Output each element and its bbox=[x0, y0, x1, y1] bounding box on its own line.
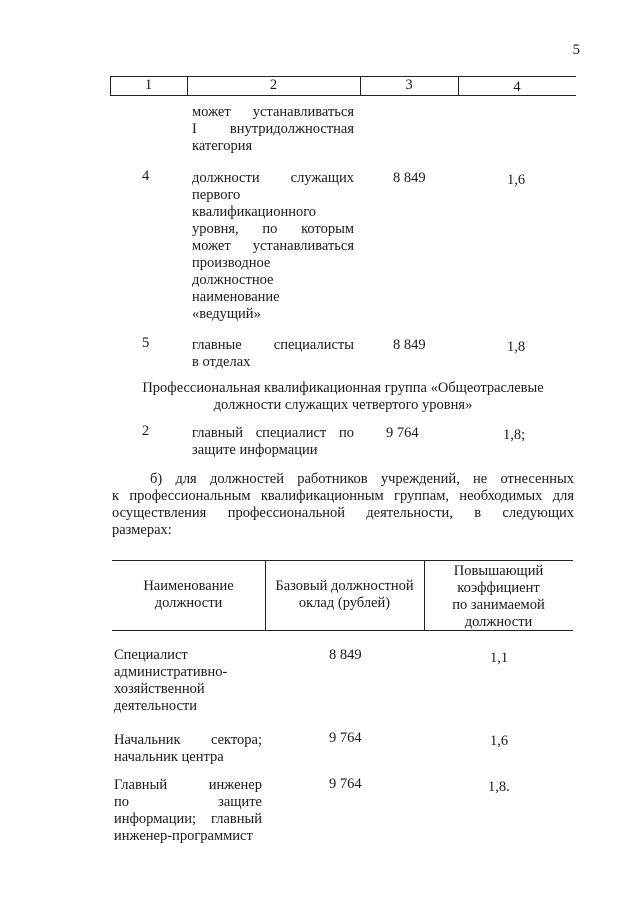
position-cell bbox=[114, 777, 262, 845]
header-line: по занимаемой bbox=[452, 597, 545, 613]
coefficient-cell: 1,6 bbox=[507, 172, 526, 188]
paragraph-line: к профессиональным квалификационным группам, необходимых для bbox=[112, 488, 574, 504]
cell-line: должности служащих bbox=[192, 170, 354, 186]
paragraph-line: б) для должностей работников учреждений, не отнесенных bbox=[150, 471, 574, 487]
salary-cell: 9 764 bbox=[329, 776, 362, 792]
table2-header-coefficient bbox=[424, 563, 573, 631]
salary-cell: 8 849 bbox=[393, 337, 426, 353]
salary-cell: 9 764 bbox=[329, 730, 362, 746]
cell-line: административно- bbox=[114, 664, 228, 680]
cell-line: защите информации bbox=[192, 442, 318, 458]
cell-line: инженер-программист bbox=[114, 828, 253, 844]
table1-col-header-3: 3 bbox=[405, 77, 413, 93]
header-line: оклад (рублей) bbox=[298, 595, 391, 611]
salary-cell: 8 849 bbox=[393, 170, 426, 186]
cell-line: производное bbox=[192, 255, 271, 271]
position-cell bbox=[192, 425, 354, 459]
cell-line: категория bbox=[192, 138, 253, 154]
coefficient-cell: 1,1 bbox=[490, 650, 509, 666]
cell-line: может устанавливаться bbox=[192, 104, 354, 120]
cell-line: в отделах bbox=[192, 354, 251, 370]
cell-line: первого bbox=[192, 187, 241, 203]
cell-line: хозяйственной bbox=[114, 681, 205, 697]
table1-col-header-1: 1 bbox=[144, 77, 153, 93]
row-number: 2 bbox=[142, 423, 150, 439]
position-cell bbox=[114, 732, 262, 766]
cell-line: главный специалист по bbox=[192, 425, 354, 441]
cell-line: деятельности bbox=[114, 698, 198, 714]
row-number: 4 bbox=[142, 168, 150, 184]
position-cell bbox=[192, 337, 354, 371]
header-line: коэффициент bbox=[457, 580, 540, 596]
table1-col-header-2: 2 bbox=[269, 77, 278, 93]
heading-line: Профессиональная квалификационная группа «Общеотраслевые bbox=[142, 380, 544, 396]
cell-line: Начальник сектора; bbox=[114, 732, 262, 748]
coefficient-cell: 1,8. bbox=[488, 779, 510, 795]
heading-line: должности служащих четвертого уровня» bbox=[213, 397, 473, 413]
paragraph-b bbox=[112, 471, 574, 539]
header-line: Повышающий bbox=[453, 563, 544, 579]
coefficient-cell: 1,8 bbox=[507, 339, 526, 355]
table1-continuation-cell bbox=[192, 104, 354, 155]
header-line: Наименование bbox=[143, 578, 234, 594]
cell-line: уровня, по которым bbox=[192, 221, 354, 237]
cell-line: начальник центра bbox=[114, 749, 224, 765]
header-line: должности bbox=[154, 595, 223, 611]
qualification-group-heading bbox=[110, 380, 576, 414]
salary-cell: 8 849 bbox=[329, 647, 362, 663]
cell-line: I внутридолжностная bbox=[192, 121, 354, 137]
coefficient-cell: 1,6 bbox=[490, 733, 509, 749]
position-cell bbox=[192, 170, 354, 323]
cell-line: главные специалисты bbox=[192, 337, 354, 353]
cell-line: квалификационного bbox=[192, 204, 317, 220]
coefficient-cell: 1,8; bbox=[503, 427, 526, 443]
salary-cell: 9 764 bbox=[386, 425, 419, 441]
header-line: Базовый должностной bbox=[275, 578, 414, 594]
row-number: 5 bbox=[142, 335, 150, 351]
page-number: 5 bbox=[572, 42, 580, 58]
paragraph-line: осуществления профессиональной деятельности, в следующих bbox=[112, 505, 574, 521]
cell-line: информации; главный bbox=[114, 811, 262, 827]
header-line: должности bbox=[464, 614, 533, 630]
cell-line: наименование bbox=[192, 289, 280, 305]
table2-header-salary bbox=[265, 578, 424, 612]
cell-line: может устанавливаться bbox=[192, 238, 354, 254]
cell-line: «ведущий» bbox=[192, 306, 261, 322]
paragraph-line: размерах: bbox=[112, 522, 172, 538]
cell-line: Специалист bbox=[114, 647, 188, 663]
table1-col-header-4: 4 bbox=[513, 79, 521, 95]
table2-header-name bbox=[112, 578, 265, 612]
cell-line: по защите bbox=[114, 794, 262, 810]
cell-line: должностное bbox=[192, 272, 274, 288]
cell-line: Главный инженер bbox=[114, 777, 262, 793]
position-cell bbox=[114, 647, 262, 715]
